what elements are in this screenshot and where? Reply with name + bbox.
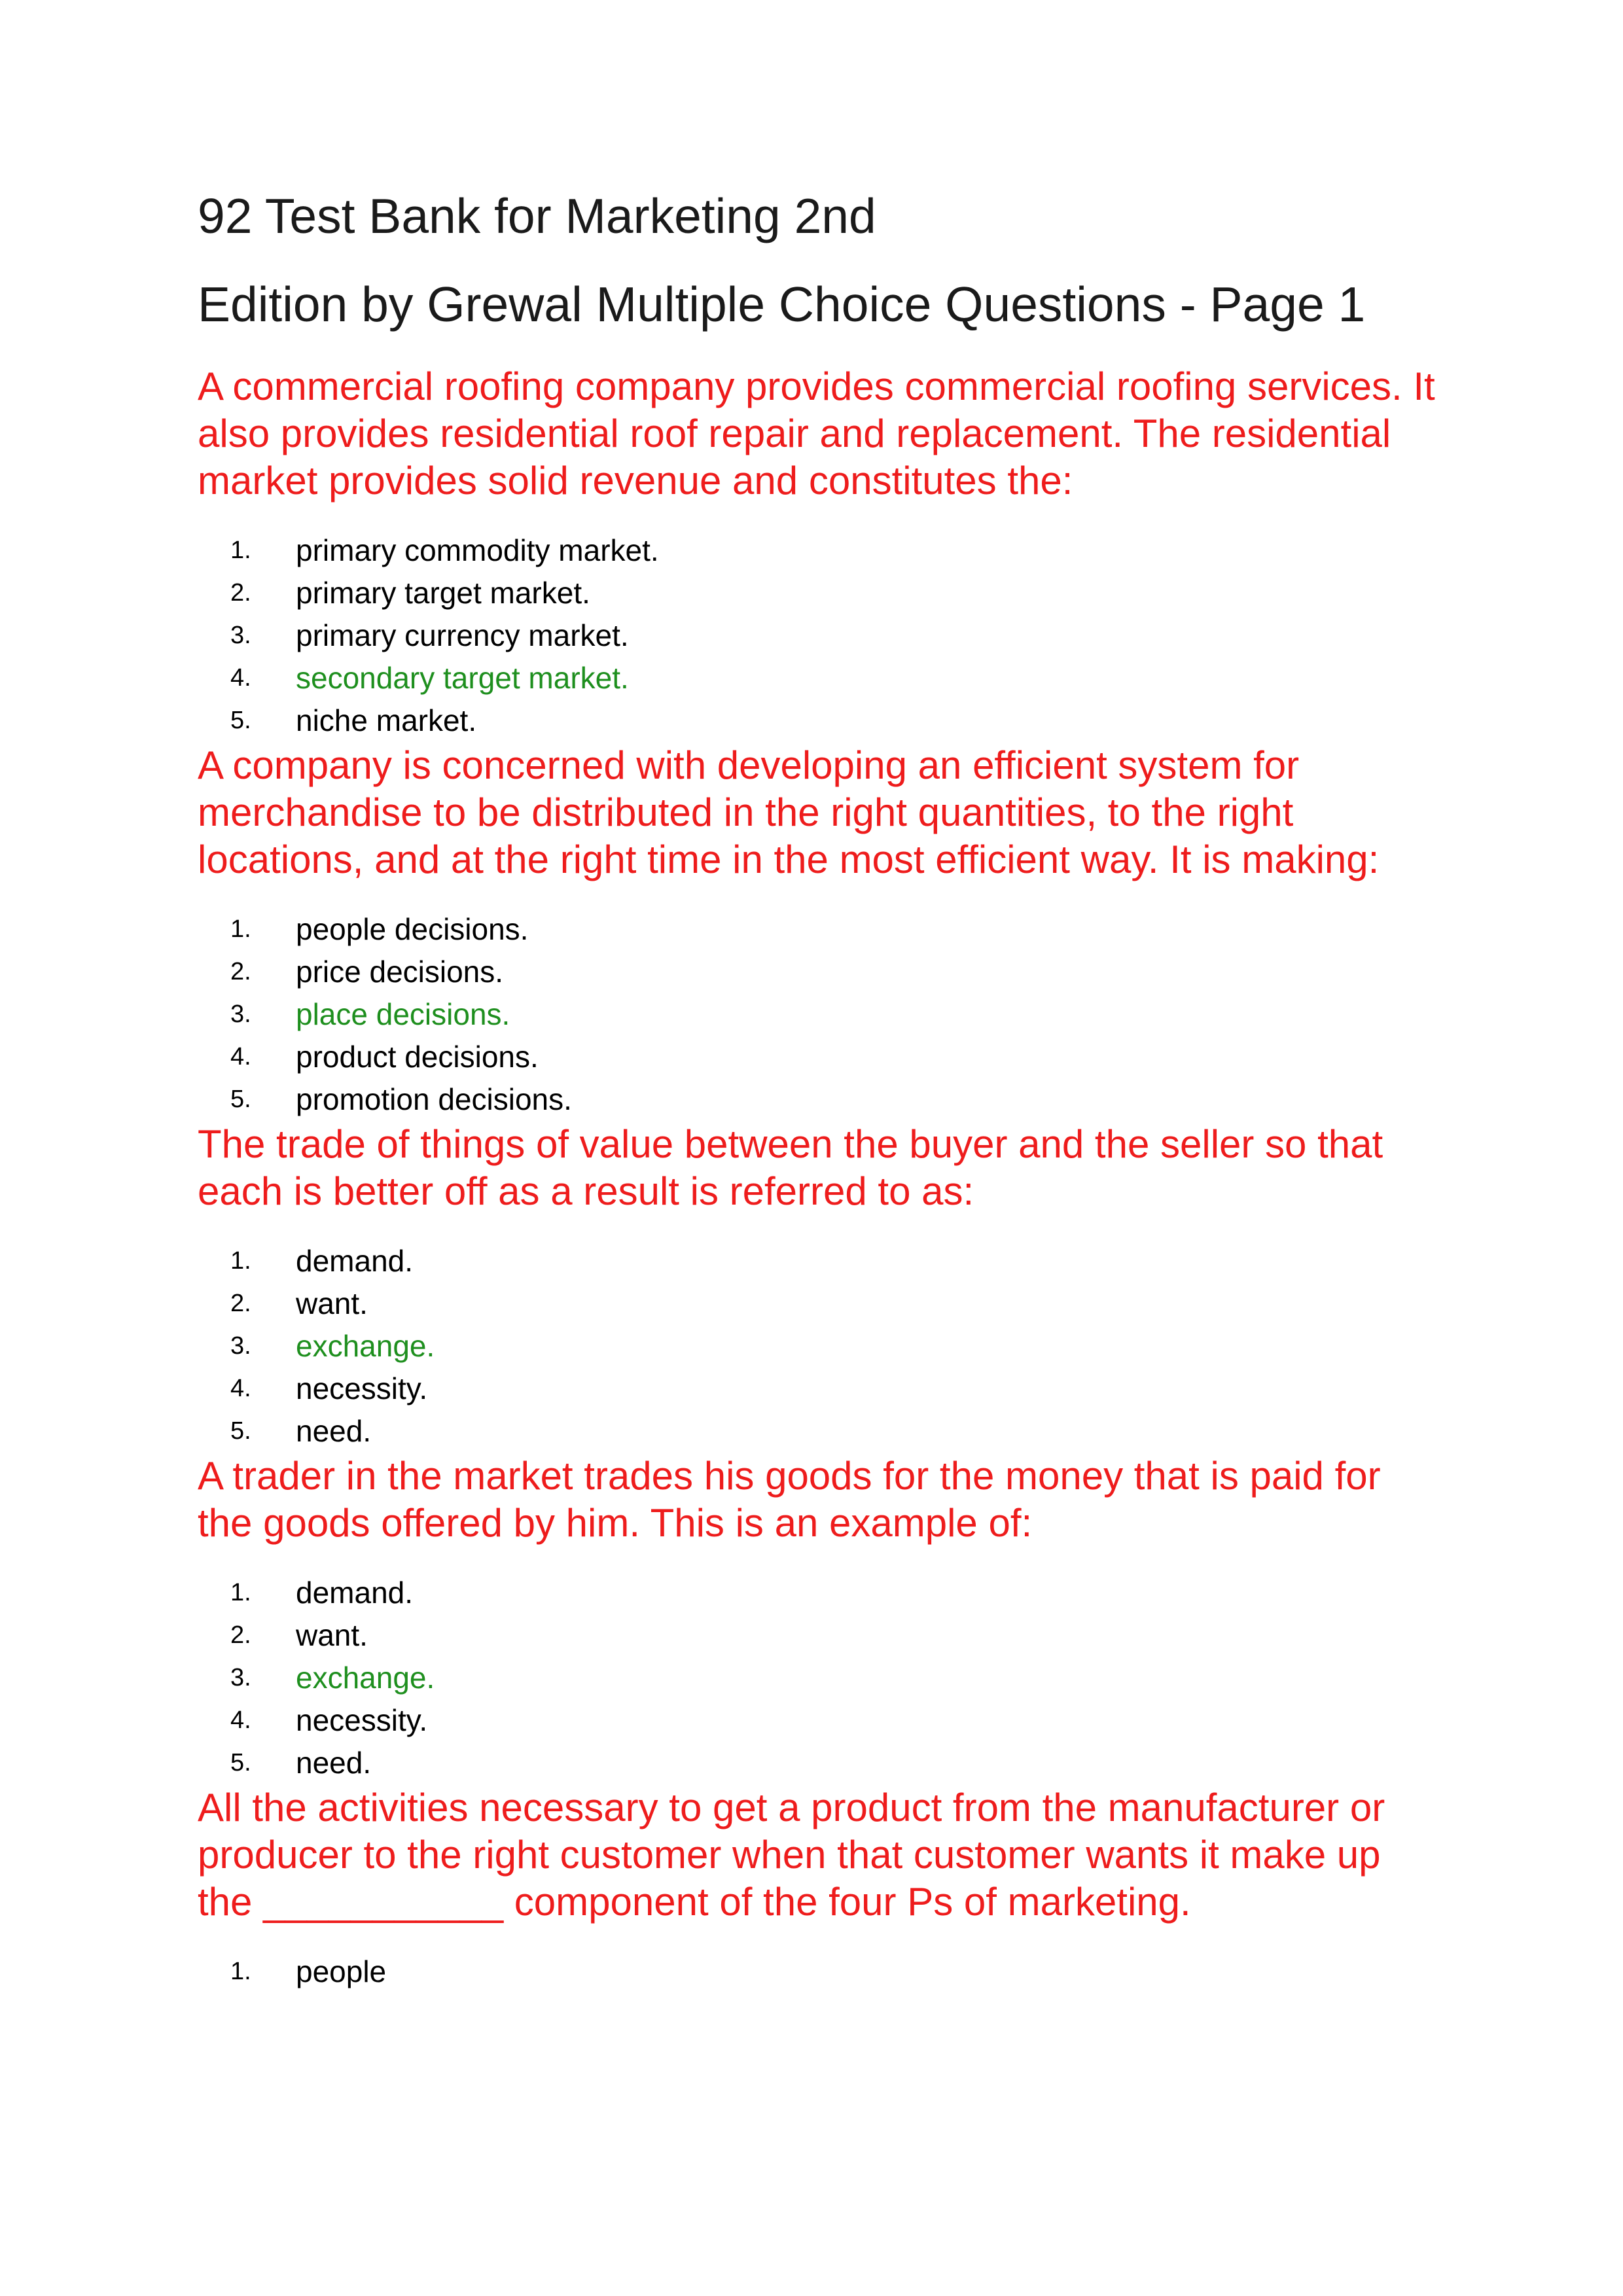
question-text: A company is concerned with developing an efficient system for merchandise to be distributed in the right quantities, to the right locations, and at the right time in the most efficient way. It is making: (198, 743, 1380, 881)
answer-option (198, 572, 1441, 614)
option-label: want. (296, 1618, 368, 1652)
answer-option (198, 1078, 1441, 1121)
option-number: 1. (230, 1247, 251, 1275)
answer-option (198, 529, 1441, 572)
answer-option-correct (198, 1657, 1441, 1699)
option-label: people decisions. (296, 912, 529, 946)
question-text: The trade of things of value between the buyer and the seller so that each is better off as a result is referred to as: (198, 1122, 1383, 1213)
option-label: want. (296, 1286, 368, 1320)
answer-option (198, 1572, 1441, 1614)
question-block (198, 1453, 1441, 1784)
document-title-line-2: Edition by Grewal Multiple Choice Questions - Page 1 (198, 277, 1366, 332)
option-label: niche market. (296, 703, 477, 737)
option-number: 5. (230, 1086, 251, 1113)
question-block (198, 363, 1441, 742)
answer-option (198, 1410, 1441, 1453)
question-block (198, 1784, 1441, 1993)
document-title-line-1: 92 Test Bank for Marketing 2nd (198, 188, 876, 243)
option-number: 1. (230, 1958, 251, 1985)
answer-options (198, 1951, 1441, 1993)
option-label: exchange. (296, 1661, 435, 1695)
option-label: primary target market. (296, 576, 590, 610)
answer-option-correct (198, 993, 1441, 1036)
option-label: primary currency market. (296, 618, 629, 652)
option-number: 2. (230, 579, 251, 607)
answer-option (198, 1036, 1441, 1078)
option-number: 4. (230, 1375, 251, 1402)
answer-option (198, 951, 1441, 993)
answer-option (198, 1240, 1441, 1282)
option-label: price decisions. (296, 955, 504, 989)
option-label: product decisions. (296, 1040, 539, 1074)
option-label: promotion decisions. (296, 1082, 572, 1116)
option-label: need. (296, 1746, 372, 1780)
option-number: 3. (230, 1332, 251, 1360)
answer-option (198, 1742, 1441, 1784)
answer-option (198, 908, 1441, 951)
answer-option (198, 1368, 1441, 1410)
option-number: 1. (230, 915, 251, 943)
option-label: secondary target market. (296, 661, 629, 695)
answer-option-correct (198, 657, 1441, 699)
answer-option (198, 1699, 1441, 1742)
answer-option (198, 1951, 1441, 1993)
question-text: A commercial roofing company provides commercial roofing services. It also provides residential roof repair and replacement. The residential market provides solid revenue and constitutes the: (198, 364, 1435, 503)
answer-option (198, 1614, 1441, 1657)
option-label: exchange. (296, 1329, 435, 1363)
option-label: necessity. (296, 1703, 428, 1737)
option-number: 4. (230, 1706, 251, 1734)
answer-options (198, 1572, 1441, 1784)
answer-option (198, 614, 1441, 657)
option-label: place decisions. (296, 997, 510, 1031)
answer-option (198, 1282, 1441, 1325)
answer-options (198, 529, 1441, 742)
option-number: 2. (230, 958, 251, 985)
question-block (198, 1121, 1441, 1453)
option-label: demand. (296, 1244, 414, 1278)
answer-option-correct (198, 1325, 1441, 1368)
answer-options (198, 908, 1441, 1121)
option-number: 5. (230, 1749, 251, 1776)
question-list (198, 363, 1441, 1993)
option-label: people (296, 1954, 387, 1988)
question-text: A trader in the market trades his goods for the money that is paid for the goods offered by him. This is an example of: (198, 1454, 1381, 1545)
option-number: 3. (230, 1000, 251, 1028)
option-number: 3. (230, 1664, 251, 1691)
option-label: demand. (296, 1576, 414, 1610)
option-number: 5. (230, 707, 251, 734)
answer-options (198, 1240, 1441, 1453)
option-number: 4. (230, 664, 251, 692)
option-number: 1. (230, 1579, 251, 1606)
question-block (198, 742, 1441, 1121)
option-number: 5. (230, 1417, 251, 1445)
option-number: 1. (230, 537, 251, 564)
option-number: 2. (230, 1290, 251, 1317)
document-page (198, 186, 1441, 1993)
option-number: 3. (230, 622, 251, 649)
option-label: primary commodity market. (296, 533, 659, 567)
question-text: All the activities necessary to get a product from the manufacturer or producer to the right customer when that customer wants it make up the ___________ component of the four Ps of marketing. (198, 1786, 1385, 1924)
option-number: 2. (230, 1621, 251, 1649)
option-label: necessity. (296, 1371, 428, 1405)
option-number: 4. (230, 1043, 251, 1070)
option-label: need. (296, 1414, 372, 1448)
answer-option (198, 699, 1441, 742)
